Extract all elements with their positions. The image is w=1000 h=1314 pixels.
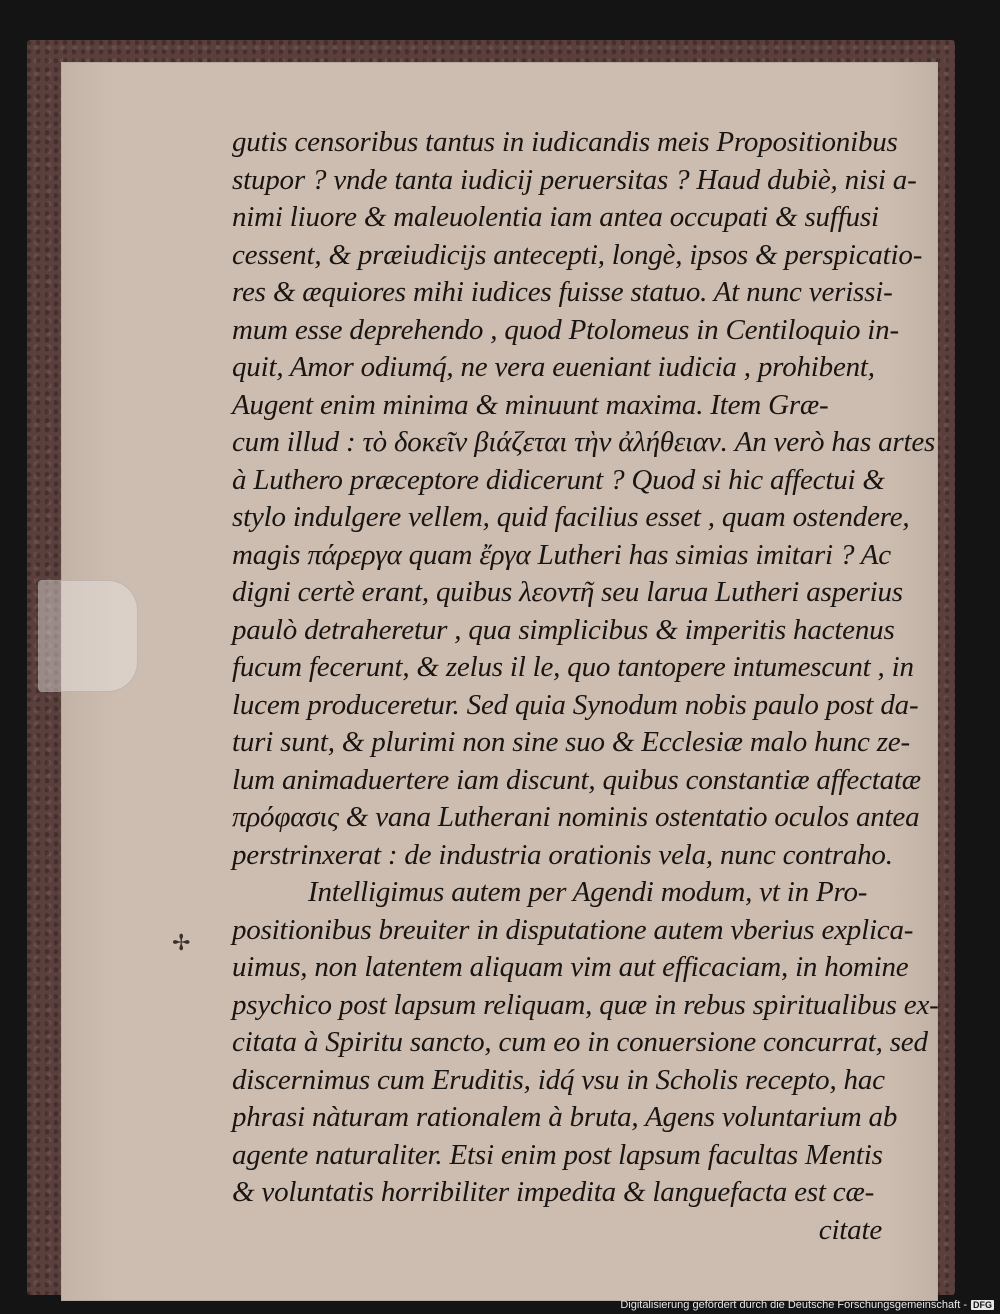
- text-line: perstrinxerat : de industria orationis vela, nunc contraho.: [232, 838, 893, 871]
- text-line: positionibus breuiter in disputatione autem vberius explica-: [232, 913, 914, 946]
- text-line: nimi liuore & maleuolentia iam antea occupati & suffusi: [232, 201, 879, 233]
- marginal-mark: ✢: [172, 930, 191, 955]
- catchword: citate: [818, 1213, 882, 1246]
- text-line: gutis censoribus tantus in iudicandis meis Propositionibus: [232, 126, 898, 158]
- dfg-logo: DFG: [973, 1300, 992, 1310]
- text-line: citata à Spiritu sancto, cum eo in conuersione concurrat, sed: [232, 1026, 928, 1058]
- text-line: mum esse deprehendo , quod Ptolomeus in Centiloquio in-: [232, 313, 899, 346]
- text-line: discernimus cum Eruditis, idq́ vsu in Scholis recepto, hac: [232, 1063, 885, 1096]
- text-line: Augent enim minima & minuunt maxima. Item Græ-: [232, 388, 829, 421]
- text-line: lucem produceretur. Sed quia Synodum nobis paulo post da-: [232, 688, 919, 721]
- text-line: lum animaduertere iam discunt, quibus constantiæ affectatæ: [232, 763, 921, 796]
- text-line: digni certè erant, quibus λεοντῆ seu larua Lutheri asperius: [232, 576, 903, 608]
- text-line: & voluntatis horribiliter impedita & languefacta est cæ-: [232, 1176, 875, 1208]
- text-line: πρόφασις & vana Lutherani nominis ostentatio oculos antea: [232, 801, 920, 833]
- paragraph-start-line: Intelligimus autem per Agendi modum, vt in Pro-: [308, 876, 868, 908]
- text-line: cessent, & præiudicijs antecepti, longè, ipsos & perspicatio-: [232, 238, 923, 271]
- text-line: paulò detraheretur , qua simplicibus & imperitis hactenus: [232, 613, 895, 646]
- text-line: res & æquiores mihi iudices fuisse statuo. At nunc verissi-: [232, 276, 893, 308]
- text-line: quit, Amor odiumq́, ne vera eueniant iudicia , prohibent,: [232, 351, 875, 383]
- bookmark-tab: [38, 580, 138, 692]
- text-line: turi sunt, & plurimi non sine suo & Ecclesiæ malo hunc ze-: [232, 726, 910, 758]
- text-line: fucum fecerunt, & zelus il le, quo tantopere intumescunt , in: [232, 651, 914, 683]
- footer-credit: [620, 1299, 994, 1311]
- text-line: stylo indulgere vellem, quid facilius esset , quam ostendere,: [232, 501, 910, 533]
- text-line: agente naturaliter. Etsi enim post lapsum facultas Mentis: [232, 1138, 883, 1171]
- footer-text: Digitalisierung gefördert durch die Deutsche Forschungsgemeinschaft -: [620, 1299, 967, 1311]
- page-text: [232, 124, 939, 1249]
- text-line: magis πάρεργα quam ἔργα Lutheri has simias imitari ? Ac: [232, 538, 891, 571]
- text-line: stupor ? vnde tanta iudicij peruersitas ? Haud dubiè, nisi a-: [232, 163, 917, 196]
- text-line: psychico post lapsum reliquam, quæ in rebus spiritualibus ex-: [232, 988, 939, 1021]
- text-line: à Luthero præceptore didicerunt ? Quod si hic affectui &: [232, 463, 885, 496]
- text-line: phrasi nàturam rationalem à bruta, Agens voluntarium ab: [232, 1101, 898, 1133]
- text-line: uimus, non latentem aliquam vim aut efficaciam, in homine: [232, 951, 909, 983]
- text-line: cum illud : τὸ δοκεῖν βιάζεται τὴν ἀλήθειαν. An verò has artes: [232, 426, 936, 458]
